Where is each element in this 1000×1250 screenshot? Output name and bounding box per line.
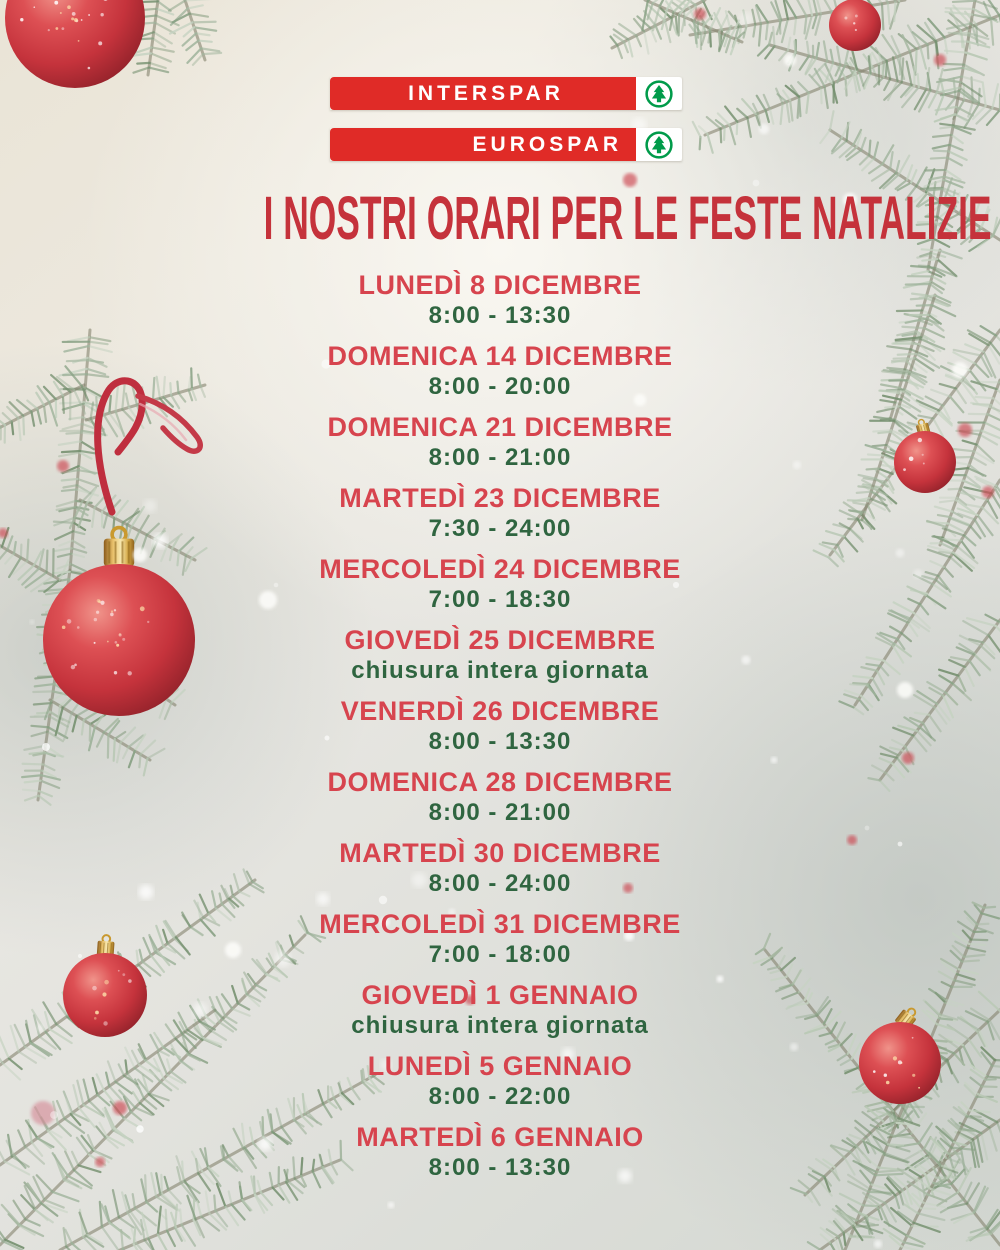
schedule-day: MERCOLEDÌ 24 DICEMBRE (319, 554, 681, 584)
page-title: I NOSTRI ORARI PER LE FESTE NATALIZIE (263, 184, 992, 252)
schedule-hours: 8:00 - 20:00 (428, 373, 572, 400)
schedule-entry (0, 482, 1000, 544)
schedule-day: DOMENICA 28 DICEMBRE (327, 767, 673, 797)
schedule-entry (0, 269, 1000, 331)
schedule-hours: 8:00 - 22:00 (428, 1083, 572, 1110)
schedule-day: VENERDÌ 26 DICEMBRE (340, 696, 660, 726)
interspar-tree-box (636, 77, 682, 110)
schedule-entry (0, 908, 1000, 970)
schedule-entry (0, 695, 1000, 757)
schedule-day: DOMENICA 21 DICEMBRE (327, 412, 673, 442)
schedule-entry (0, 624, 1000, 686)
schedule-entry (0, 837, 1000, 899)
schedule-hours: 7:00 - 18:00 (428, 941, 572, 968)
schedule-hours: chiusura intera giornata (351, 657, 649, 684)
schedule-entry (0, 553, 1000, 615)
schedule-day: MARTEDÌ 6 GENNAIO (356, 1122, 644, 1152)
schedule-day: MARTEDÌ 23 DICEMBRE (339, 483, 661, 513)
schedule-day: MERCOLEDÌ 31 DICEMBRE (319, 909, 681, 939)
interspar-wordmark: INTERSPAR (408, 82, 564, 105)
schedule-entry (0, 340, 1000, 402)
schedule-hours: 8:00 - 24:00 (428, 870, 572, 897)
schedule-entry (0, 411, 1000, 473)
interspar-logo (330, 77, 682, 110)
interspar-logo-bar (330, 77, 636, 110)
schedule-day: MARTEDÌ 30 DICEMBRE (339, 838, 661, 868)
schedule-day: GIOVEDÌ 25 DICEMBRE (344, 625, 656, 655)
schedule-day: DOMENICA 14 DICEMBRE (327, 341, 673, 371)
eurospar-wordmark: EUROSPAR (472, 133, 622, 156)
spar-tree-icon (641, 79, 677, 109)
schedule-hours: 7:00 - 18:30 (428, 586, 572, 613)
schedule-entry (0, 1121, 1000, 1183)
schedule-hours: 8:00 - 13:30 (428, 302, 572, 329)
schedule-hours: 8:00 - 21:00 (428, 799, 572, 826)
schedule-day: LUNEDÌ 8 DICEMBRE (358, 270, 642, 300)
schedule-entry (0, 766, 1000, 828)
schedule-hours: chiusura intera giornata (351, 1012, 649, 1039)
schedule-hours: 7:30 - 24:00 (428, 515, 572, 542)
eurospar-tree-box (636, 128, 682, 161)
schedule-day: LUNEDÌ 5 GENNAIO (367, 1051, 633, 1081)
schedule-hours: 8:00 - 21:00 (428, 444, 572, 471)
eurospar-logo-bar (330, 128, 636, 161)
schedule-entry (0, 1050, 1000, 1112)
schedule-list (0, 269, 1000, 1192)
schedule-day: GIOVEDÌ 1 GENNAIO (361, 980, 639, 1010)
eurospar-logo (330, 128, 682, 161)
schedule-hours: 8:00 - 13:30 (428, 728, 572, 755)
spar-tree-icon (641, 130, 677, 160)
schedule-entry (0, 979, 1000, 1041)
schedule-hours: 8:00 - 13:30 (428, 1154, 572, 1181)
